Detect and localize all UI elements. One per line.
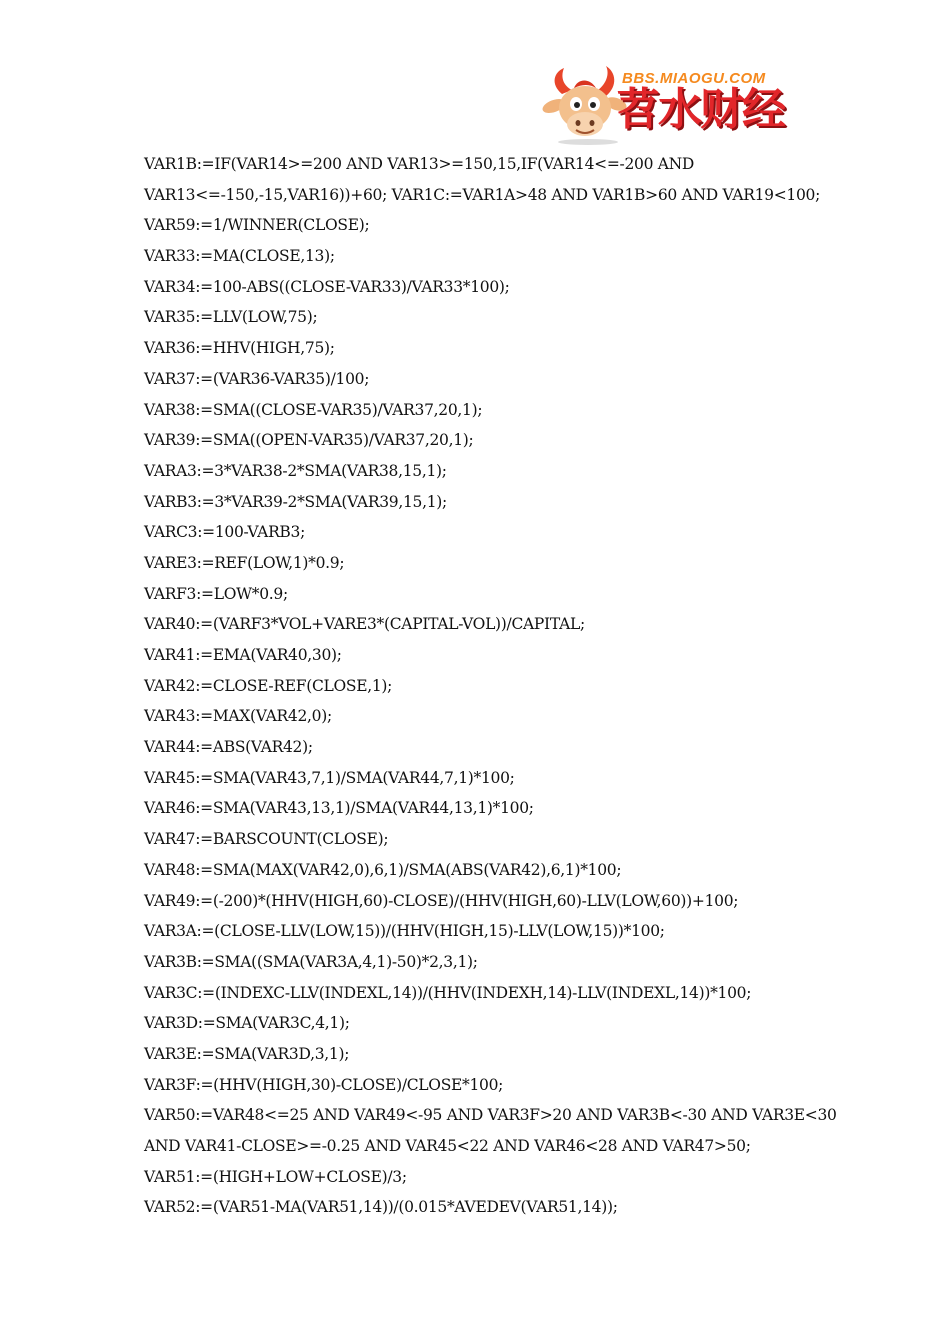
code-line: VAR35:=LLV(LOW,75); <box>144 308 318 327</box>
code-line: VARC3:=100-VARB3; <box>144 523 306 542</box>
code-line: VAR1B:=IF(VAR14>=200 AND VAR13>=150,15,IF(VAR14<=-200 AND <box>144 155 695 173</box>
code-line: VAR52:=(VAR51-MA(VAR51,14))/(0.015*AVEDEV(VAR51,14)); <box>144 1198 618 1217</box>
code-line: VAR51:=(HIGH+LOW+CLOSE)/3; <box>144 1167 407 1186</box>
code-line: VAR39:=SMA((OPEN-VAR35)/VAR37,20,1); <box>144 431 474 450</box>
code-line: VAR13<=-150,-15,VAR16))+60; VAR1C:=VAR1A>48 AND VAR1B>60 AND VAR19<100; <box>144 185 820 204</box>
formula-code-block <box>144 149 837 1223</box>
code-line: VAR42:=CLOSE-REF(CLOSE,1); <box>144 676 393 695</box>
code-line: VAR38:=SMA((CLOSE-VAR35)/VAR37,20,1); <box>144 400 483 419</box>
code-line: VAR48:=SMA(MAX(VAR42,0),6,1)/SMA(ABS(VAR42),6,1)*100; <box>144 860 622 879</box>
code-line: VARA3:=3*VAR38-2*SMA(VAR38,15,1); <box>144 461 447 480</box>
code-line: VAR41:=EMA(VAR40,30); <box>144 646 342 664</box>
code-line: VAR3C:=(INDEXC-LLV(INDEXL,14))/(HHV(INDEXH,14)-LLV(INDEXL,14))*100; <box>144 983 752 1002</box>
site-logo <box>540 66 800 146</box>
code-line: VAR49:=(-200)*(HHV(HIGH,60)-CLOSE)/(HHV(HIGH,60)-LLV(LOW,60))+100; <box>144 891 739 910</box>
code-line: VAR47:=BARSCOUNT(CLOSE); <box>144 830 389 849</box>
code-line: VARF3:=LOW*0.9; <box>144 584 288 603</box>
code-line: VAR50:=VAR48<=25 AND VAR49<-95 AND VAR3F>20 AND VAR3B<-30 AND VAR3E<30 <box>144 1106 837 1125</box>
code-line: VAR3E:=SMA(VAR3D,3,1); <box>144 1044 350 1063</box>
logo-url-text: BBS.MIAOGU.COM <box>622 70 766 87</box>
code-line: VARB3:=3*VAR39-2*SMA(VAR39,15,1); <box>144 492 447 511</box>
code-line: VAR34:=100-ABS((CLOSE-VAR33)/VAR33*100); <box>144 277 510 296</box>
code-line: VAR3B:=SMA((SMA(VAR3A,4,1)-50)*2,3,1); <box>144 952 478 971</box>
code-line: VAR46:=SMA(VAR43,13,1)/SMA(VAR44,13,1)*100; <box>144 799 534 818</box>
code-line: VAR3D:=SMA(VAR3C,4,1); <box>144 1014 350 1033</box>
code-line: VAR59:=1/WINNER(CLOSE); <box>144 216 370 235</box>
code-line: VAR40:=(VARF3*VOL+VARE3*(CAPITAL-VOL))/CAPITAL; <box>144 615 585 634</box>
code-line: VAR33:=MA(CLOSE,13); <box>144 247 335 266</box>
code-line: VAR3F:=(HHV(HIGH,30)-CLOSE)/CLOSE*100; <box>144 1075 504 1094</box>
logo-brand-text: 苕水财经 <box>616 84 784 135</box>
code-line: VAR36:=HHV(HIGH,75); <box>144 339 335 358</box>
code-line: VAR43:=MAX(VAR42,0); <box>144 707 332 726</box>
code-line: AND VAR41-CLOSE>=-0.25 AND VAR45<22 AND VAR46<28 AND VAR47>50; <box>144 1137 751 1155</box>
code-line: VAR3A:=(CLOSE-LLV(LOW,15))/(HHV(HIGH,15)-LLV(LOW,15))*100; <box>144 922 665 941</box>
code-line: VAR45:=SMA(VAR43,7,1)/SMA(VAR44,7,1)*100; <box>144 768 515 787</box>
code-line: VAR44:=ABS(VAR42); <box>144 738 313 757</box>
code-line: VARE3:=REF(LOW,1)*0.9; <box>144 553 345 572</box>
code-line: VAR37:=(VAR36-VAR35)/100; <box>144 369 370 388</box>
